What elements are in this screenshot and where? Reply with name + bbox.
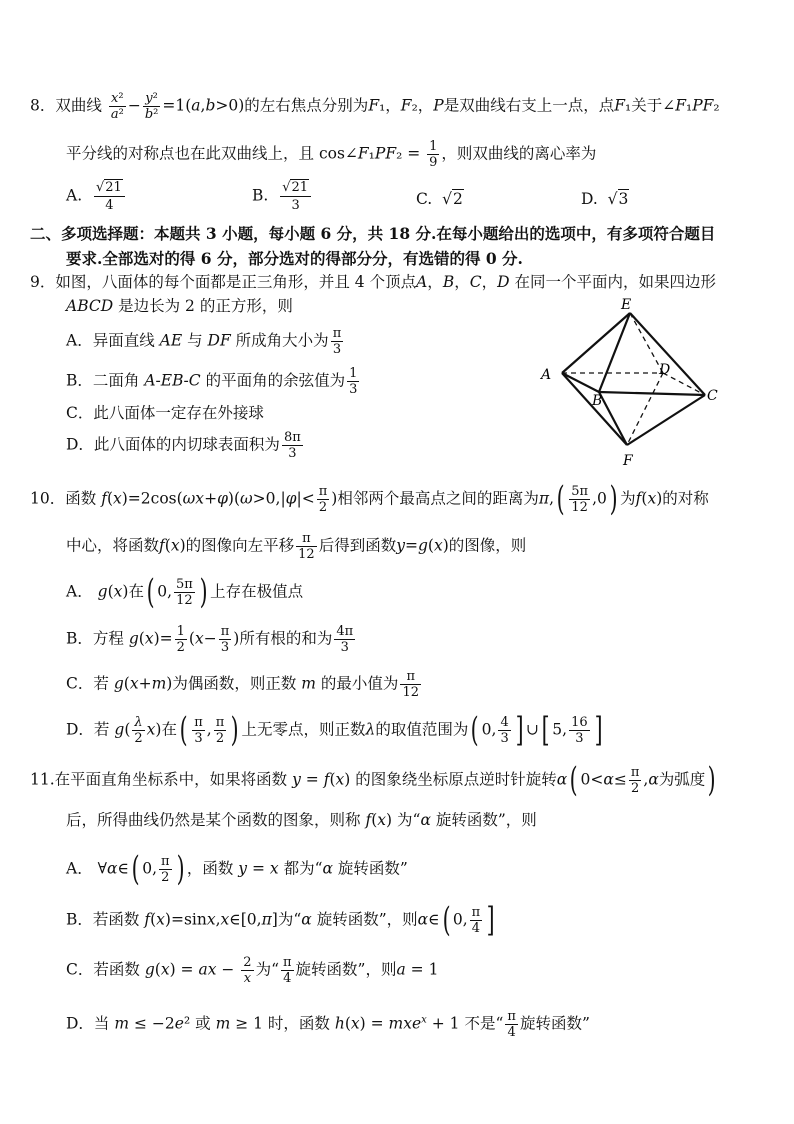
q9-option-d: D．此八面体的内切球表面积为 $\frac{8\pi}{3}$: [66, 430, 301, 461]
q8-option-d: D. √3: [581, 190, 629, 208]
q9-option-c: C．此八面体一定存在外接球: [66, 404, 264, 422]
q11-option-a: A． ∀α∈( 0, $\frac{\pi}{2}$ ) ，函数 y = x 都为“α 旋转函数”: [66, 848, 408, 889]
q11-option-d: D．当 m ≤ −2e² 或 m ≥ 1 时，函数 h(x) = mxe$^x$ + 1 不是“ $\frac{\pi}{4}$ 旋转函数”: [66, 1009, 590, 1040]
q11-line1: 11.在平面直角坐标系中，如果将函数 y = f(x) 的图象绕坐标原点逆时针旋转α( 0<α≤ $\frac{\pi}{2}$ ,α为弧度): [30, 759, 716, 800]
vertex-label-f: F: [623, 453, 633, 469]
q8-option-c: C. √2: [416, 190, 463, 208]
q9-option-b: B．二面角 A-EB-C 的平面角的余弦值为 $\frac{1}{3}$: [66, 366, 358, 397]
q10-option-c: C．若 g(x+m)为偶函数，则正数 m 的最小值为 $\frac{\pi}{12}$: [66, 669, 419, 700]
q9-option-a: A．异面直线 AE 与 DF 所成角大小为 $\frac{\pi}{3}$: [66, 326, 342, 357]
vertex-label-d: D: [659, 362, 671, 378]
vertex-label-b: B: [592, 393, 603, 409]
q8-option-b: B. $\frac{√21}{3}$: [252, 180, 313, 213]
q10-option-d: D．若 g( $\frac{\lambda}{2}$ x)在( $\frac{\pi}{3}$ , $\frac{\pi}{2}$ ) 上无零点，则正数λ的取值范围为( 0, $\frac{4}{3}$ ] ∪[ 5, $\frac{16}{3}$ ]: [66, 709, 603, 750]
q9-line2: ABCD 是边长为 2 的正方形，则: [66, 297, 293, 315]
q10-line1: 10．函数 f(x)=2cos(ωx+φ)(ω>0,|φ|< $\frac{\pi}{2}$ )相邻两个最高点之间的距离为π,( $\frac{5\pi}{12}$ ,0) 为f(x)的对称: [30, 478, 709, 519]
vertex-label-e: E: [621, 297, 632, 313]
q8-option-a: A. $\frac{√21}{4}$: [66, 180, 127, 213]
q10-option-b: B．方程 g(x)= $\frac{1}{2}$ (x− $\frac{\pi}{3}$ )所有根的和为 $\frac{4\pi}{3}$: [66, 624, 354, 655]
q9-line1: 9．如图，八面体的每个面都是正三角形，并且 4 个顶点A，B，C，D 在同一个平面内，如果四边形: [30, 273, 716, 291]
q11-option-c: C．若函数 g(x) = ax − $\frac{2}{x}$ 为“ $\frac{\pi}{4}$ 旋转函数”，则a = 1: [66, 955, 439, 986]
q11-line2: 后，所得曲线仍然是某个函数的图象，则称 f(x) 为“α 旋转函数”，则: [66, 811, 537, 829]
vertex-label-a: A: [541, 367, 552, 383]
q10-option-a: A． g(x)在( 0, $\frac{5\pi}{12}$ ) 上存在极值点: [66, 571, 304, 612]
q8-line1: 8．双曲线 $\frac{\text{x²}}{\text{a²}}$ − $\frac{\text{y²}}{\text{b²}}$ =1(a,b>0)的左右焦点分别为F₁，F₂，P是双曲线右支上一点，点F₁关于∠F₁PF₂: [30, 91, 720, 122]
q10-line2: 中心，将函数f(x)的图像向左平移 $\frac{\pi}{12}$ 后得到函数y=g(x)的图像，则: [66, 531, 527, 562]
section2-title: 二、多项选择题：本题共 3 小题，每小题 6 分，共 18 分.在每小题给出的选项中，有多项符合题目: [30, 224, 716, 243]
q8-line2: 平分线的对称点也在此双曲线上，且 cos∠F₁PF₂ = $\frac{1}{9}$ ，则双曲线的离心率为: [66, 139, 597, 170]
section2-line2: 要求.全部选对的得 6 分，部分选对的得部分分，有选错的得 0 分.: [66, 249, 523, 268]
vertex-label-c: C: [707, 388, 718, 404]
octahedron-figure: [535, 295, 725, 470]
q11-option-b: B．若函数 f(x)=sinx,x∈[0,π]为“α 旋转函数”，则α∈( 0, $\frac{\pi}{4}$ ]: [66, 899, 495, 940]
